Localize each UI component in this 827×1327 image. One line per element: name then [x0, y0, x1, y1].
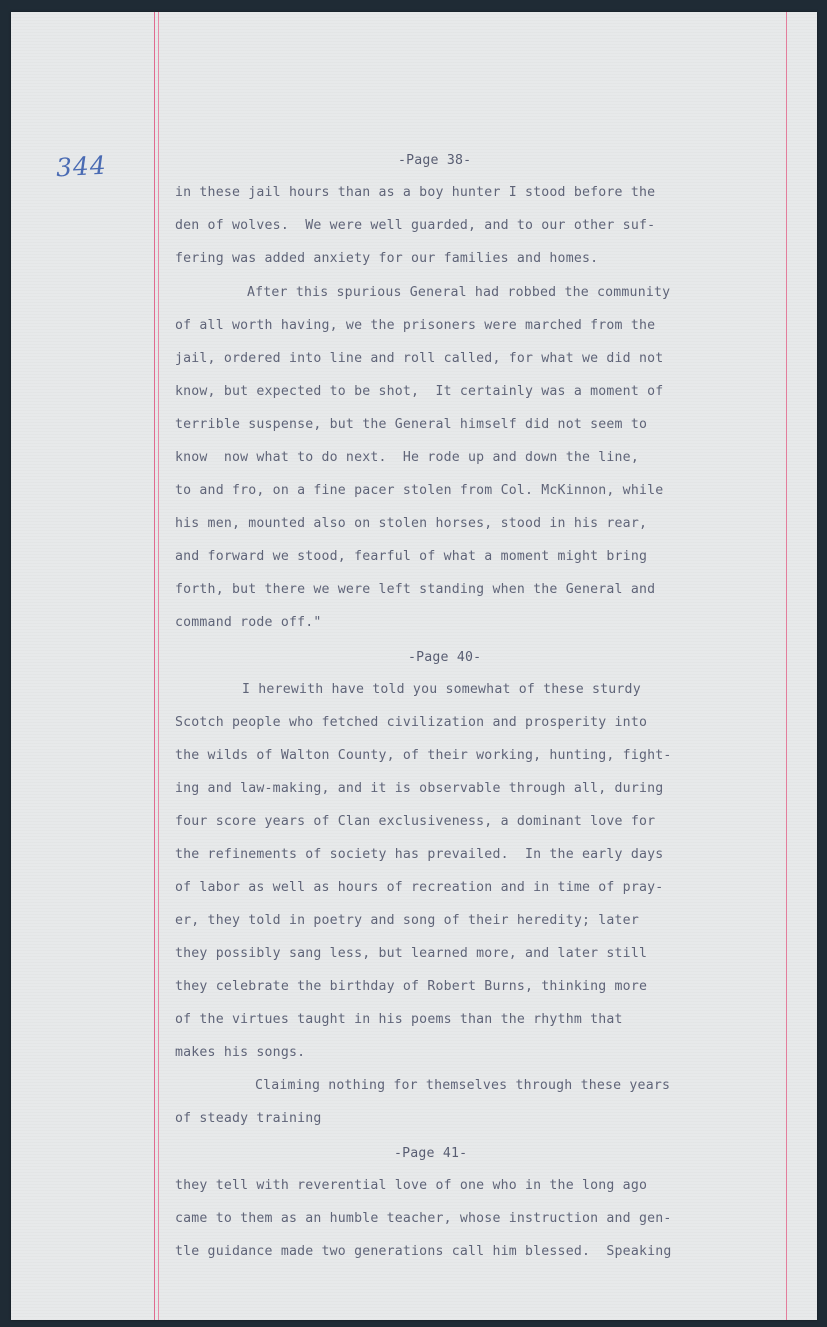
- text-line: four score years of Clan exclusiveness, a dominant love for: [175, 814, 656, 829]
- text-line: know, but expected to be shot, It certainly was a moment of: [175, 384, 664, 399]
- text-line: I herewith have told you somewhat of these sturdy: [242, 682, 641, 697]
- text-line: they celebrate the birthday of Robert Burns, thinking more: [175, 979, 648, 994]
- text-line: fering was added anxiety for our families and homes.: [175, 251, 599, 266]
- page-heading: -Page 40-: [408, 650, 482, 665]
- text-line: of all worth having, we the prisoners were marched from the: [175, 318, 656, 333]
- text-line: makes his songs.: [175, 1045, 306, 1060]
- text-line: to and fro, on a fine pacer stolen from Col. McKinnon, while: [175, 483, 664, 498]
- text-line: After this spurious General had robbed the community: [247, 285, 671, 300]
- text-line: the wilds of Walton County, of their working, hunting, fight-: [175, 748, 672, 763]
- text-line: command rode off.": [175, 615, 322, 630]
- text-line: of labor as well as hours of recreation and in time of pray-: [175, 880, 664, 895]
- text-line: jail, ordered into line and roll called, for what we did not: [175, 351, 664, 366]
- text-line: of steady training: [175, 1111, 322, 1126]
- text-line: tle guidance made two generations call him blessed. Speaking: [175, 1244, 672, 1259]
- typewritten-page: [11, 12, 817, 1320]
- right-margin-rule: [786, 12, 787, 1320]
- text-line: den of wolves. We were well guarded, and to our other suf-: [175, 218, 656, 233]
- left-margin-rule-inner: [158, 12, 159, 1320]
- page-heading: -Page 38-: [398, 153, 472, 168]
- page-heading: -Page 41-: [394, 1146, 468, 1161]
- text-line: of the virtues taught in his poems than the rhythm that: [175, 1012, 623, 1027]
- text-line: ing and law-making, and it is observable through all, during: [175, 781, 664, 796]
- text-line: the refinements of society has prevailed. In the early days: [175, 847, 664, 862]
- text-line: terrible suspense, but the General himself did not seem to: [175, 417, 648, 432]
- text-line: er, they told in poetry and song of their heredity; later: [175, 913, 639, 928]
- text-line: they possibly sang less, but learned more, and later still: [175, 946, 648, 961]
- text-line: came to them as an humble teacher, whose instruction and gen-: [175, 1211, 672, 1226]
- text-line: know now what to do next. He rode up and down the line,: [175, 450, 639, 465]
- text-line: forth, but there we were left standing when the General and: [175, 582, 656, 597]
- handwritten-folio-number: 344: [55, 150, 108, 183]
- text-line: in these jail hours than as a boy hunter I stood before the: [175, 185, 656, 200]
- text-line: Claiming nothing for themselves through these years: [255, 1078, 671, 1093]
- text-line: Scotch people who fetched civilization and prosperity into: [175, 715, 648, 730]
- text-line: his men, mounted also on stolen horses, stood in his rear,: [175, 516, 648, 531]
- left-margin-rule: [154, 12, 155, 1320]
- text-line: and forward we stood, fearful of what a moment might bring: [175, 549, 648, 564]
- text-line: they tell with reverential love of one who in the long ago: [175, 1178, 648, 1193]
